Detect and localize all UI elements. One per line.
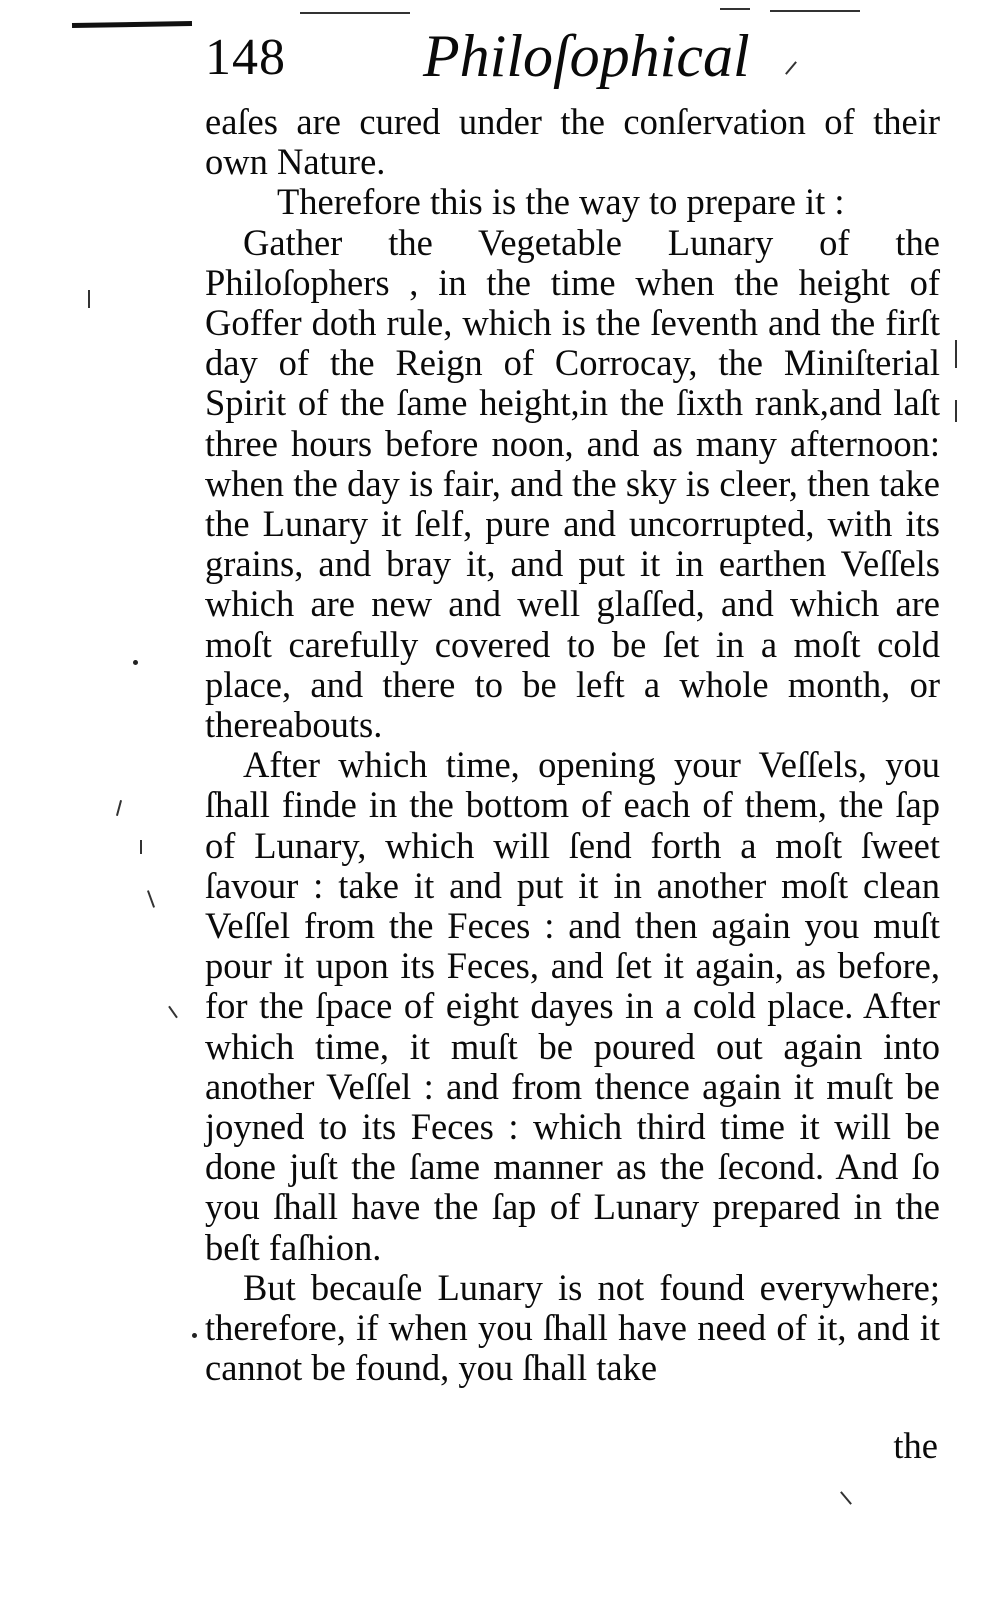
catchword: the — [893, 1425, 938, 1466]
margin-mark — [168, 1006, 178, 1019]
margin-mark — [88, 290, 90, 308]
paragraph: Therefore this is the way to prepare it : — [277, 181, 845, 223]
page-number: 148 — [205, 29, 286, 86]
running-head: Philoſophical — [423, 23, 750, 89]
scan-speck — [192, 1333, 197, 1338]
edge-mark — [720, 8, 750, 10]
body-text — [205, 102, 940, 1389]
margin-mark — [116, 800, 122, 816]
page-header — [205, 22, 765, 92]
paragraph: Gather the Vegetable Lunary of the Philoſophers , in the time when the height of Goffer doth rule, which is the ſeventh and the firſt day of the Reign of Corrocay, the Miniſterial Spirit of the ſame height,in the ſixth rank,and laſt three hours before noon, and as many afternoon: when the day is fair, and the sky is cleer, then take the Lunary it ſelf, pure and uncorrupted, with its grains, and bray it, and put it in earthen Veſſels which are new and well glaſſed, and which are moſt carefully covered to be ſet in a moſt cold place, and there to be left a whole month, or thereabouts. — [205, 221, 940, 746]
scan-speck — [133, 660, 138, 665]
margin-mark — [785, 61, 797, 75]
paragraph: eaſes are cured under the conſervation of their own Nature. — [205, 101, 940, 183]
edge-mark — [300, 12, 410, 14]
paragraph: But becauſe Lunary is not found everywhere; therefore, if when you ſhall have need of it, and it cannot be found, you ſhall take — [205, 1266, 940, 1389]
margin-mark — [955, 400, 957, 422]
margin-mark — [840, 1491, 852, 1505]
margin-mark — [140, 840, 142, 854]
margin-mark — [147, 890, 155, 908]
margin-mark — [955, 340, 957, 368]
ink-rule-mark — [72, 21, 192, 28]
paragraph: After which time, opening your Veſſels, you ſhall finde in the bottom of each of them, the ſap of Lunary, which will ſend forth a moſt ſweet ſavour : take it and put it in another moſt clean Veſſel from the Feces : and then again you muſt pour it upon its Feces, and ſet it again, as before, for the ſpace of eight dayes in a cold place. After which time, it muſt be poured out again into another Veſſel : and from thence again it muſt be joyned to its Feces : which third time it will be done juſt the ſame manner as the ſecond. And ſo you ſhall have the ſap of Lunary prepared in the beſt faſhion. — [205, 744, 940, 1268]
edge-mark — [770, 10, 860, 12]
